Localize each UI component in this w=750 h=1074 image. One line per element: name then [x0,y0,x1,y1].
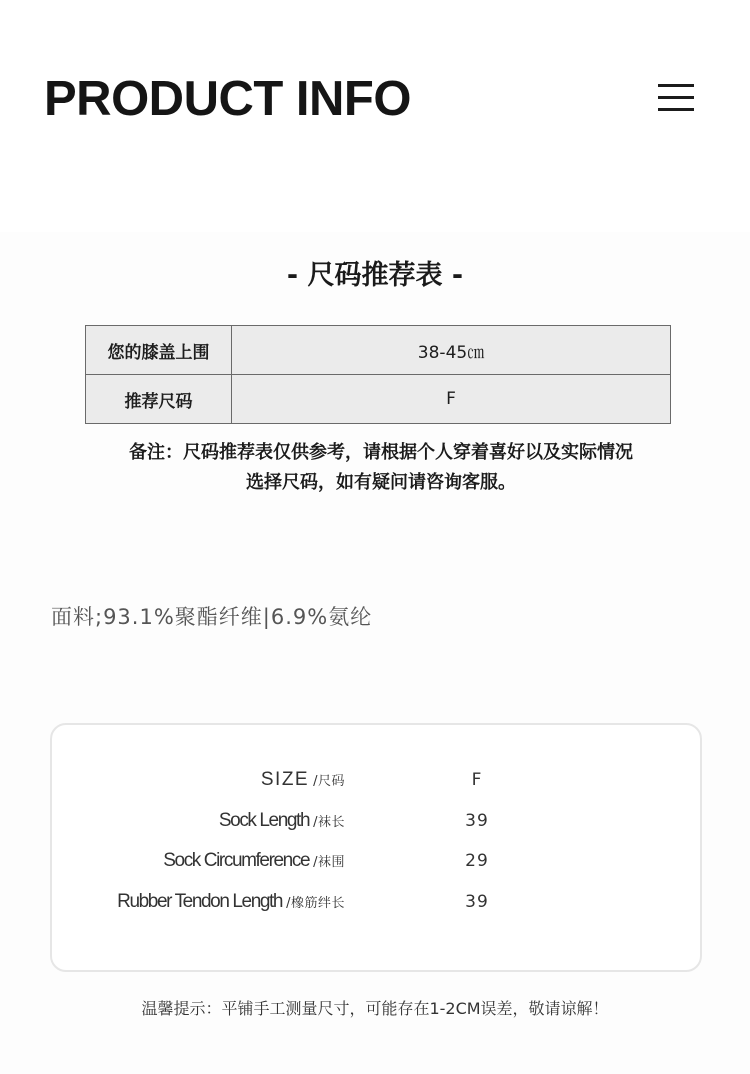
size-row-value: 39 [465,811,489,831]
size-row-label [261,765,345,797]
size-row-label-cn: /袜长 [313,815,345,830]
note-line: 备注：尺码推荐表仅供参考，请根据个人穿着喜好以及实际情况 [129,442,633,463]
size-row-label [117,887,345,919]
table-cell-label: 推荐尺码 [86,375,232,424]
size-row-label-en: Rubber Tendon Length [117,891,283,912]
table-cell-value: 38-45㎝ [232,326,671,375]
size-measurement-card [50,723,702,972]
table-cell-value: F [232,375,671,424]
fabric-composition: 面料;93.1%聚酯纤维|6.9%氨纶 [51,605,373,629]
table-cell-label: 您的膝盖上围 [86,326,232,375]
table-row [86,326,671,375]
size-row [52,887,700,917]
table-row [86,375,671,424]
page-title: PRODUCT INFO [44,72,411,126]
size-row [52,846,700,876]
menu-line [658,84,694,87]
size-row-label-en: SIZE [260,769,310,790]
size-recommendation-title: - 尺码推荐表 - [286,260,464,291]
menu-line [658,108,694,111]
menu-line [658,96,694,99]
size-row [52,806,700,836]
size-row-label [219,806,345,838]
size-row-value: F [471,770,483,790]
hamburger-menu-icon[interactable] [658,84,694,112]
measurement-disclaimer: 温馨提示：平铺手工测量尺寸，可能存在1-2CM误差，敬请谅解！ [141,999,609,1018]
size-row-label-en: Sock Circumference [163,850,310,871]
size-row-label-cn: /橡筋绊长 [286,896,345,911]
size-row-label [163,846,345,878]
size-row [52,765,700,795]
size-recommendation-table [85,325,671,424]
size-row-value: 39 [465,892,489,912]
size-row-label-en: Sock Length [218,810,310,831]
size-row-label-cn: /尺码 [313,774,345,789]
size-note [96,438,666,498]
note-line: 选择尺码，如有疑问请咨询客服。 [246,472,516,493]
size-row-value: 29 [465,851,489,871]
size-row-label-cn: /袜围 [313,855,345,870]
